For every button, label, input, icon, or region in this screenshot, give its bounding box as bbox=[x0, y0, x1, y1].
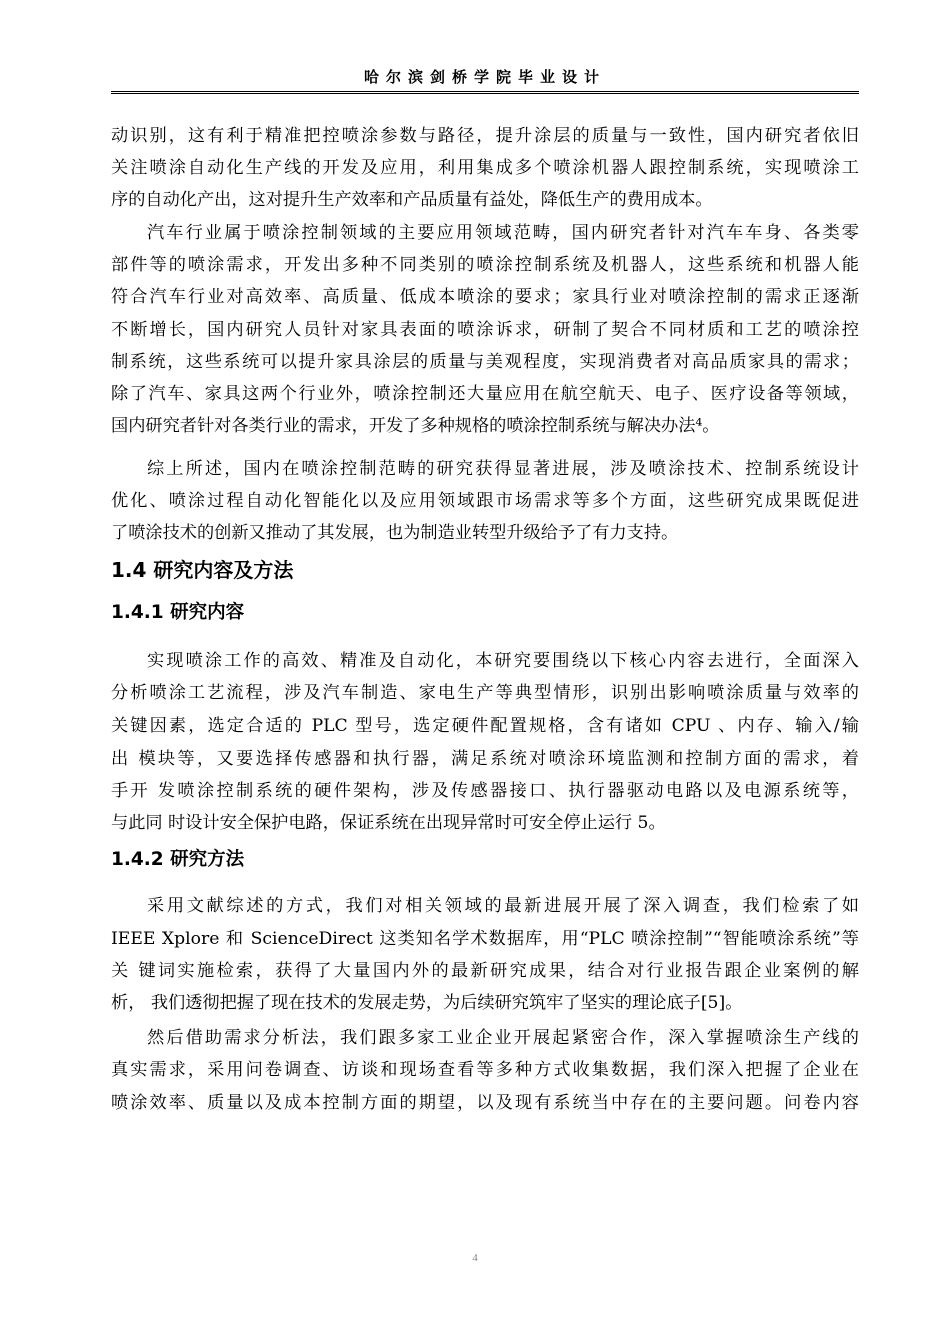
paragraph-2-line: 制系统，这些系统可以提升家具涂层的质量与美观程度，实现消费者对高品质家具的需求； bbox=[111, 352, 859, 372]
paragraph-4-line: 实现喷涂工作的高效、精准及自动化，本研究要围绕以下核心内容去进行，全面深入 bbox=[147, 651, 859, 671]
paragraph-1-line: 序的自动化产出，这对提升生产效率和产品质量有益处，降低生产的费用成本。 bbox=[111, 190, 713, 210]
paragraph-2-line: 符合汽车行业对高效率、高质量、低成本喷涂的要求；家具行业对喷涂控制的需求正逐渐 bbox=[111, 287, 859, 307]
header-divider bbox=[111, 91, 859, 94]
paragraph-4-line: 与此同 时设计安全保护电路，保证系统在出现异常时可安全停止运行 5。 bbox=[111, 813, 666, 833]
paragraph-1-line: 关注喷涂自动化生产线的开发及应用，利用集成多个喷涂机器人跟控制系统，实现喷涂工 bbox=[111, 158, 859, 178]
paragraph-2-line: 不断增长，国内研究人员针对家具表面的喷涂诉求，研制了契合不同材质和工艺的喷涂控 bbox=[111, 320, 859, 340]
subsection-heading-1-4-2: 1.4.2 研究方法 bbox=[111, 849, 245, 870]
paragraph-5-line: 析， 我们透彻把握了现在技术的发展走势，为后续研究筑牢了坚实的理论底子[5]。 bbox=[111, 993, 743, 1013]
paragraph-1-line: 动识别，这有利于精准把控喷涂参数与路径，提升涂层的质量与一致性，国内研究者依旧 bbox=[111, 126, 859, 146]
page-number: 4 bbox=[472, 1252, 478, 1264]
paragraph-3-line: 优化、喷涂过程自动化智能化以及应用领域跟市场需求等多个方面，这些研究成果既促进 bbox=[111, 491, 859, 511]
paragraph-4-line: 出 模块等，又要选择传感器和执行器，满足系统对喷涂环境监测和控制方面的需求，着 bbox=[111, 749, 859, 769]
paragraph-5-line: IEEE Xplore 和 ScienceDirect 这类知名学术数据库，用“PLC 喷涂控制”“智能喷涂系统”等 bbox=[111, 929, 859, 949]
paragraph-6-line: 喷涂效率、质量以及成本控制方面的期望，以及现有系统当中存在的主要问题。问卷内容 bbox=[111, 1093, 859, 1113]
section-heading-1-4: 1.4 研究内容及方法 bbox=[111, 558, 294, 582]
paragraph-4-line: 手开 发喷涂控制系统的硬件架构，涉及传感器接口、执行器驱动电路以及电源系统等， bbox=[111, 781, 859, 801]
paragraph-4-line: 分析喷涂工艺流程，涉及汽车制造、家电生产等典型情形，识别出影响喷涂质量与效率的 bbox=[111, 683, 859, 703]
page-header-title: 哈尔滨剑桥学院毕业设计 bbox=[363, 68, 606, 86]
paragraph-6-line: 然后借助需求分析法，我们跟多家工业企业开展起紧密合作，深入掌握喷涂生产线的 bbox=[147, 1028, 859, 1048]
paragraph-2-line: 汽车行业属于喷涂控制领域的主要应用领域范畴，国内研究者针对汽车车身、各类零 bbox=[147, 223, 859, 243]
paragraph-2-line: 除了汽车、家具这两个行业外，喷涂控制还大量应用在航空航天、电子、医疗设备等领域， bbox=[111, 384, 859, 404]
paragraph-5-line: 采用文献综述的方式，我们对相关领域的最新进展开展了深入调查，我们检索了如 bbox=[147, 896, 859, 916]
paragraph-2-line: 部件等的喷涂需求，开发出多种不同类别的喷涂控制系统及机器人，这些系统和机器人能 bbox=[111, 255, 859, 275]
paragraph-4-line: 关键因素，选定合适的 PLC 型号，选定硬件配置规格，含有诸如 CPU 、内存、输入/输 bbox=[111, 716, 859, 736]
paragraph-6-line: 真实需求，采用问卷调查、访谈和现场查看等多种方式收集数据，我们深入把握了企业在 bbox=[111, 1060, 859, 1080]
paragraph-3-line: 了喷涂技术的创新又推动了其发展，也为制造业转型升级给予了有力支持。 bbox=[111, 523, 679, 543]
paragraph-2-line: 国内研究者针对各类行业的需求，开发了多种规格的喷涂控制系统与解决办法⁴。 bbox=[111, 416, 720, 436]
subsection-heading-1-4-1: 1.4.1 研究内容 bbox=[111, 602, 245, 623]
paragraph-3-line: 综上所述，国内在喷涂控制范畴的研究获得显著进展，涉及喷涂技术、控制系统设计 bbox=[147, 459, 859, 479]
paragraph-5-line: 关 键词实施检索，获得了大量国内外的最新研究成果，结合对行业报告跟企业案例的解 bbox=[111, 961, 859, 981]
